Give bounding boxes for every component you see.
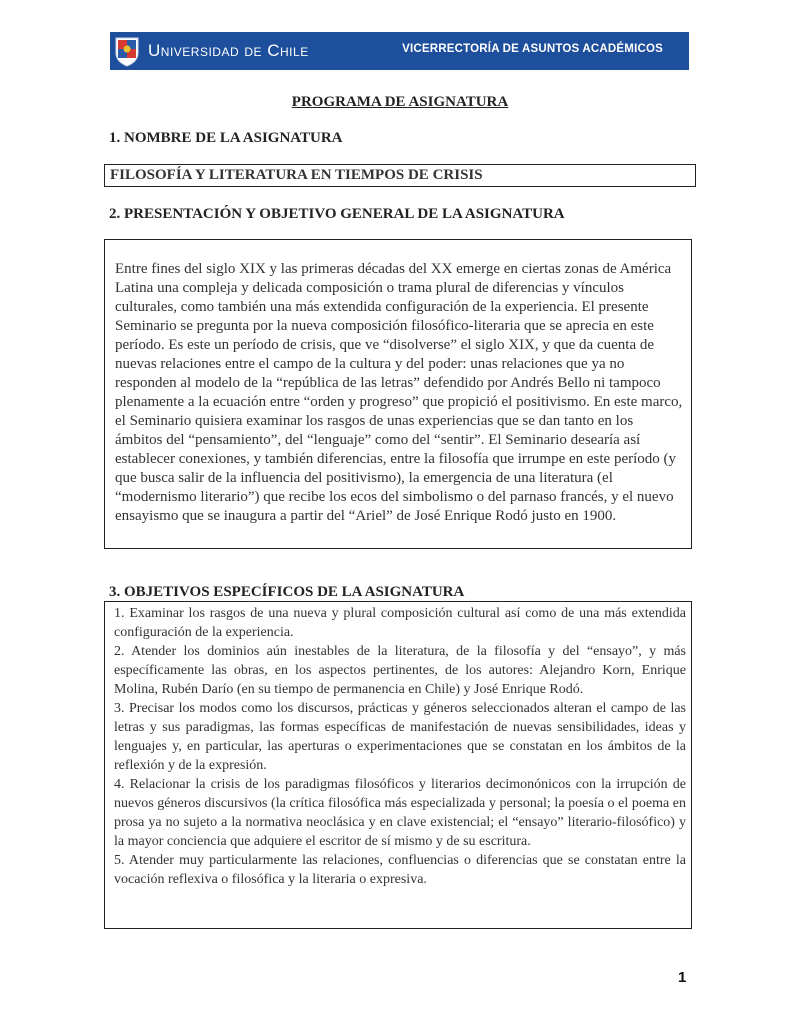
university-crest-icon — [114, 35, 140, 67]
document-title: PROGRAMA DE ASIGNATURA — [291, 94, 509, 110]
vice-rectorate-name: VICERRECTORÍA DE ASUNTOS ACADÉMICOS — [402, 43, 663, 55]
presentation-paragraph: Entre fines del siglo XIX y las primeras décadas del XX emerge en ciertas zonas de América Latina una compleja y delicada composición o trama plural de diferencias y vínculos culturales, como también una más extendida configuración de la experiencia. El presente Seminario se pregunta por la nueva composición filosófico-literaria que se aprecia en este período. Es este un período de crisis, que ve “disolverse” el siglo XIX, y que da cuenta de nuevas relaciones entre el campo de la cultura y del poder: unas relaciones que ya no responden al modelo de la “república de las letras” defendido por Andrés Bello ni tampoco plenamente a la ecuación entre “orden y progreso” que propició el positivismo. En este marco, el Seminario quisiera examinar los rasgos de unas experiencias que se dan tanto en los ámbitos del “pensamiento”, del “lenguaje” como del “sentir”. El Seminario desearía así establecer conexiones, y también diferencias, entre la filosofía que irrumpe en este período (y que busca salir de la influencia del positivismo), la emergencia de una literatura (el “modernismo literario”) que recibe los ecos del simbolismo o del parnaso francés, y el nuevo ensayismo que se inaugura a partir del “Ariel” de José Enrique Rodó justo en 1900. — [115, 261, 683, 524]
objectives-box — [104, 601, 692, 929]
objective-item: 2. Atender los dominios aún inestables de la literatura, de la filosofía y del “ensayo”, y más específicamente las obras, en los aspectos pertinentes, de los autores: Alejandro Korn, Enrique Molina, Rubén Darío (en su tiempo de permanencia en Chile) y José Enrique Rodó. — [114, 644, 686, 697]
university-name: Universidad de Chile — [148, 41, 309, 60]
header-banner — [110, 32, 689, 70]
objective-item: 3. Precisar los modos como los discursos, prácticas y géneros seleccionados alteran el campo de las letras y sus paradigmas, las formas específicas de manifestación de nuevas sensibilidades, ideas y lenguajes y, en particular, las aperturas o experimentaciones que se constatan en los ámbitos de la reflexión y de la expresión. — [114, 701, 686, 773]
course-name-box: FILOSOFÍA Y LITERATURA EN TIEMPOS DE CRISIS — [104, 164, 696, 187]
objective-item: 1. Examinar los rasgos de una nueva y plural composición cultural así como de una más extendida configuración de la experiencia. — [114, 606, 686, 640]
page-number: 1 — [678, 969, 687, 986]
presentation-text-box — [104, 239, 692, 549]
objective-item: 4. Relacionar la crisis de los paradigmas filosóficos y literarios decimonónicos con la irrupción de nuevos géneros discursivos (la crítica filosófica más especializada y personal; la poesía o el poema en prosa ya no sujeto a la normativa neoclásica y en clave existencial; el “ensayo” literario-filosófico) y la mayor conciencia que adquiere el escritor de sí mismo y de su escritura. — [114, 777, 686, 849]
objective-item: 5. Atender muy particularmente las relaciones, confluencias o diferencias que se constatan entre la vocación reflexiva o filosófica y la literaria o expresiva. — [114, 853, 686, 887]
section-2-heading: 2. PRESENTACIÓN Y OBJETIVO GENERAL DE LA ASIGNATURA — [109, 206, 565, 222]
section-1-heading: 1. NOMBRE DE LA ASIGNATURA — [109, 130, 343, 146]
section-3-heading: 3. OBJETIVOS ESPECÍFICOS DE LA ASIGNATURA — [109, 584, 465, 600]
